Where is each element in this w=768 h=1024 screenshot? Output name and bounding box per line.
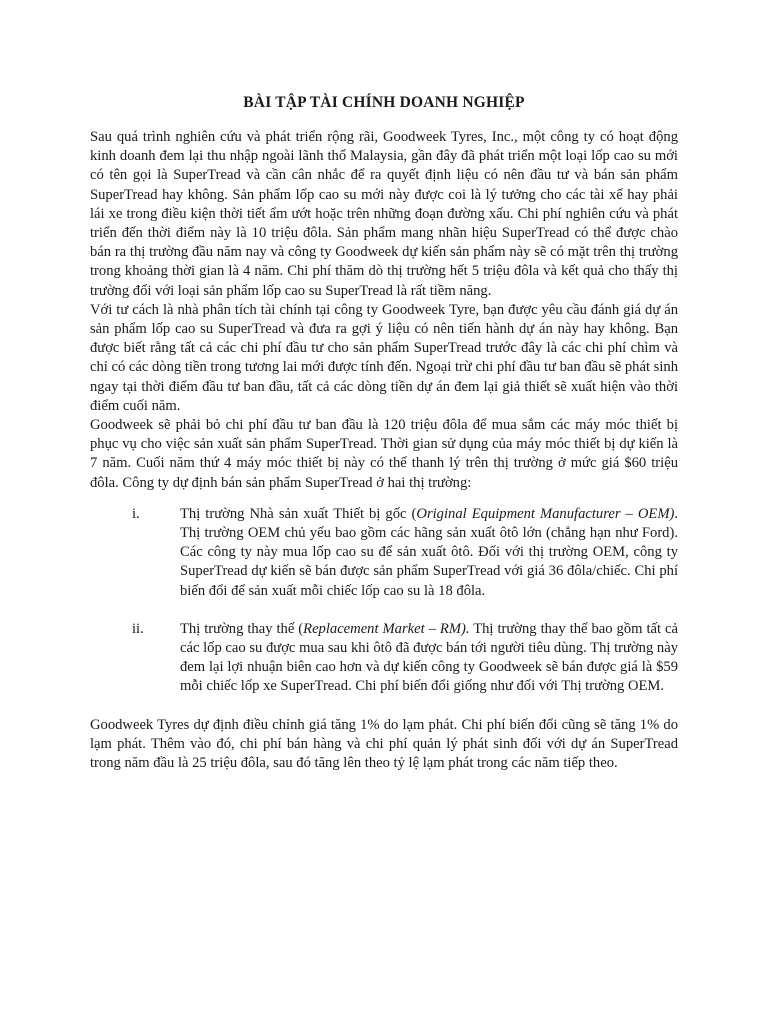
list-item-text — [180, 505, 678, 601]
list-item-oem — [90, 505, 678, 601]
list-item-text-pre: Thị trường Nhà sản xuất Thiết bị gốc ( — [180, 505, 417, 522]
list-item-italic: Replacement Market – RM). — [303, 620, 470, 637]
document-title: BÀI TẬP TÀI CHÍNH DOANH NGHIỆP — [243, 94, 525, 111]
document-body — [90, 128, 678, 773]
list-item-text-post: . Thị trường OEM chủ yếu bao gồm các hãng sản xuất ôtô lớn (chẳng hạn như Ford). Các công ty này mua lốp cao su để sản xuất ôtô. Đối với thị trường OEM, công ty SuperTread dự kiến sẽ bán được sản phẩm SuperTread với giá 36 đôla/chiếc. Chi phí biến đổi để sản xuất mỗi chiếc lốp cao su là 18 đôla. — [180, 505, 678, 599]
paragraph-intro: Sau quá trình nghiên cứu và phát triển rộng rãi, Goodweek Tyres, Inc., một công ty có hoạt động kinh doanh đem lại thu nhập ngoài lãnh thổ Malaysia, gần đây đã phát triển một loại lốp cao su mới có tên gọi là SuperTread và cần cân nhắc để ra quyết định liệu có nên đầu tư và bán sản phẩm SuperTread hay không. Sản phẩm lốp cao su mới này được coi là lý tưởng cho các tài xế hay phải lái xe trong điều kiện thời tiết ẩm ướt hoặc trên những đoạn đường xấu. Chi phí nghiên cứu và phát triển đến thời điểm này là 10 triệu đôla. Sản phẩm mang nhãn hiệu SuperTread có thể được chào bán ra thị trường đầu năm nay và công ty Goodweek dự kiến sản phẩm này sẽ có mặt trên thị trường trong khoảng thời gian là 4 năm. Chi phí thăm dò thị trường hết 5 triệu đôla và kết quả cho thấy thị trường đối với loại sản phẩm lốp cao su SuperTread là rất tiềm năng. — [90, 129, 678, 299]
list-item-text — [180, 620, 678, 697]
list-item-rm — [90, 620, 678, 697]
list-item-text-post: Thị trường thay thế bao gồm tất cả các lốp cao su được mua sau khi ôtô đã được bán tới người tiêu dùng. Thị trường này đem lại lợi nhuận biên cao hơn và dự kiến công ty Goodweek sẽ bán được giá là $59 mỗi chiếc lốp xe SuperTread. Chi phí biến đổi giống như đối với Thị trường OEM. — [180, 620, 679, 695]
list-item-text-pre: Thị trường thay thế ( — [180, 620, 304, 637]
paragraph-inflation: Goodweek Tyres dự định điều chỉnh giá tăng 1% do lạm phát. Chi phí biến đổi cũng sẽ tăng 1% do lạm phát. Thêm vào đó, chi phí bán hàng và chi phí quản lý phát sinh đối với dự án SuperTread trong năm đầu là 25 triệu đôla, sau đó tăng lên theo tỷ lệ lạm phát trong các năm tiếp theo. — [90, 716, 678, 772]
list-marker: ii. — [132, 620, 144, 637]
paragraph-analyst-role: Với tư cách là nhà phân tích tài chính tại công ty Goodweek Tyre, bạn được yêu cầu đánh giá dự án sản phẩm lốp cao su SuperTread và đưa ra gợi ý liệu có nên tiến hành dự án này hay không. Bạn được biết rằng tất cả các chi phí đầu tư cho sản phẩm SuperTread trước đây là các chi phí chìm và chỉ có các dòng tiền trong tương lai mới được tính đến. Ngoại trừ chi phí đầu tư ban đầu sẽ phát sinh ngay tại thời điểm đầu tư ban đầu, tất cả các dòng tiền dự án đem lại giả thiết sẽ xuất hiện vào thời điểm cuối năm. — [90, 301, 678, 414]
market-list — [90, 505, 678, 697]
paragraph-investment: Goodweek sẽ phải bỏ chi phí đầu tư ban đầu là 120 triệu đôla để mua sắm các máy móc thiết bị phục vụ cho việc sản xuất sản phẩm SuperTread. Thời gian sử dụng của máy móc thiết bị dự kiến là 7 năm. Cuối năm thứ 4 máy móc thiết bị này có thể thanh lý trên thị trường ở mức giá $60 triệu đôla. Công ty dự định bán sản phẩm SuperTread ở hai thị trường: — [90, 417, 678, 491]
list-marker: i. — [132, 505, 140, 522]
list-item-italic: Original Equipment Manufacturer – OEM) — [416, 505, 675, 522]
